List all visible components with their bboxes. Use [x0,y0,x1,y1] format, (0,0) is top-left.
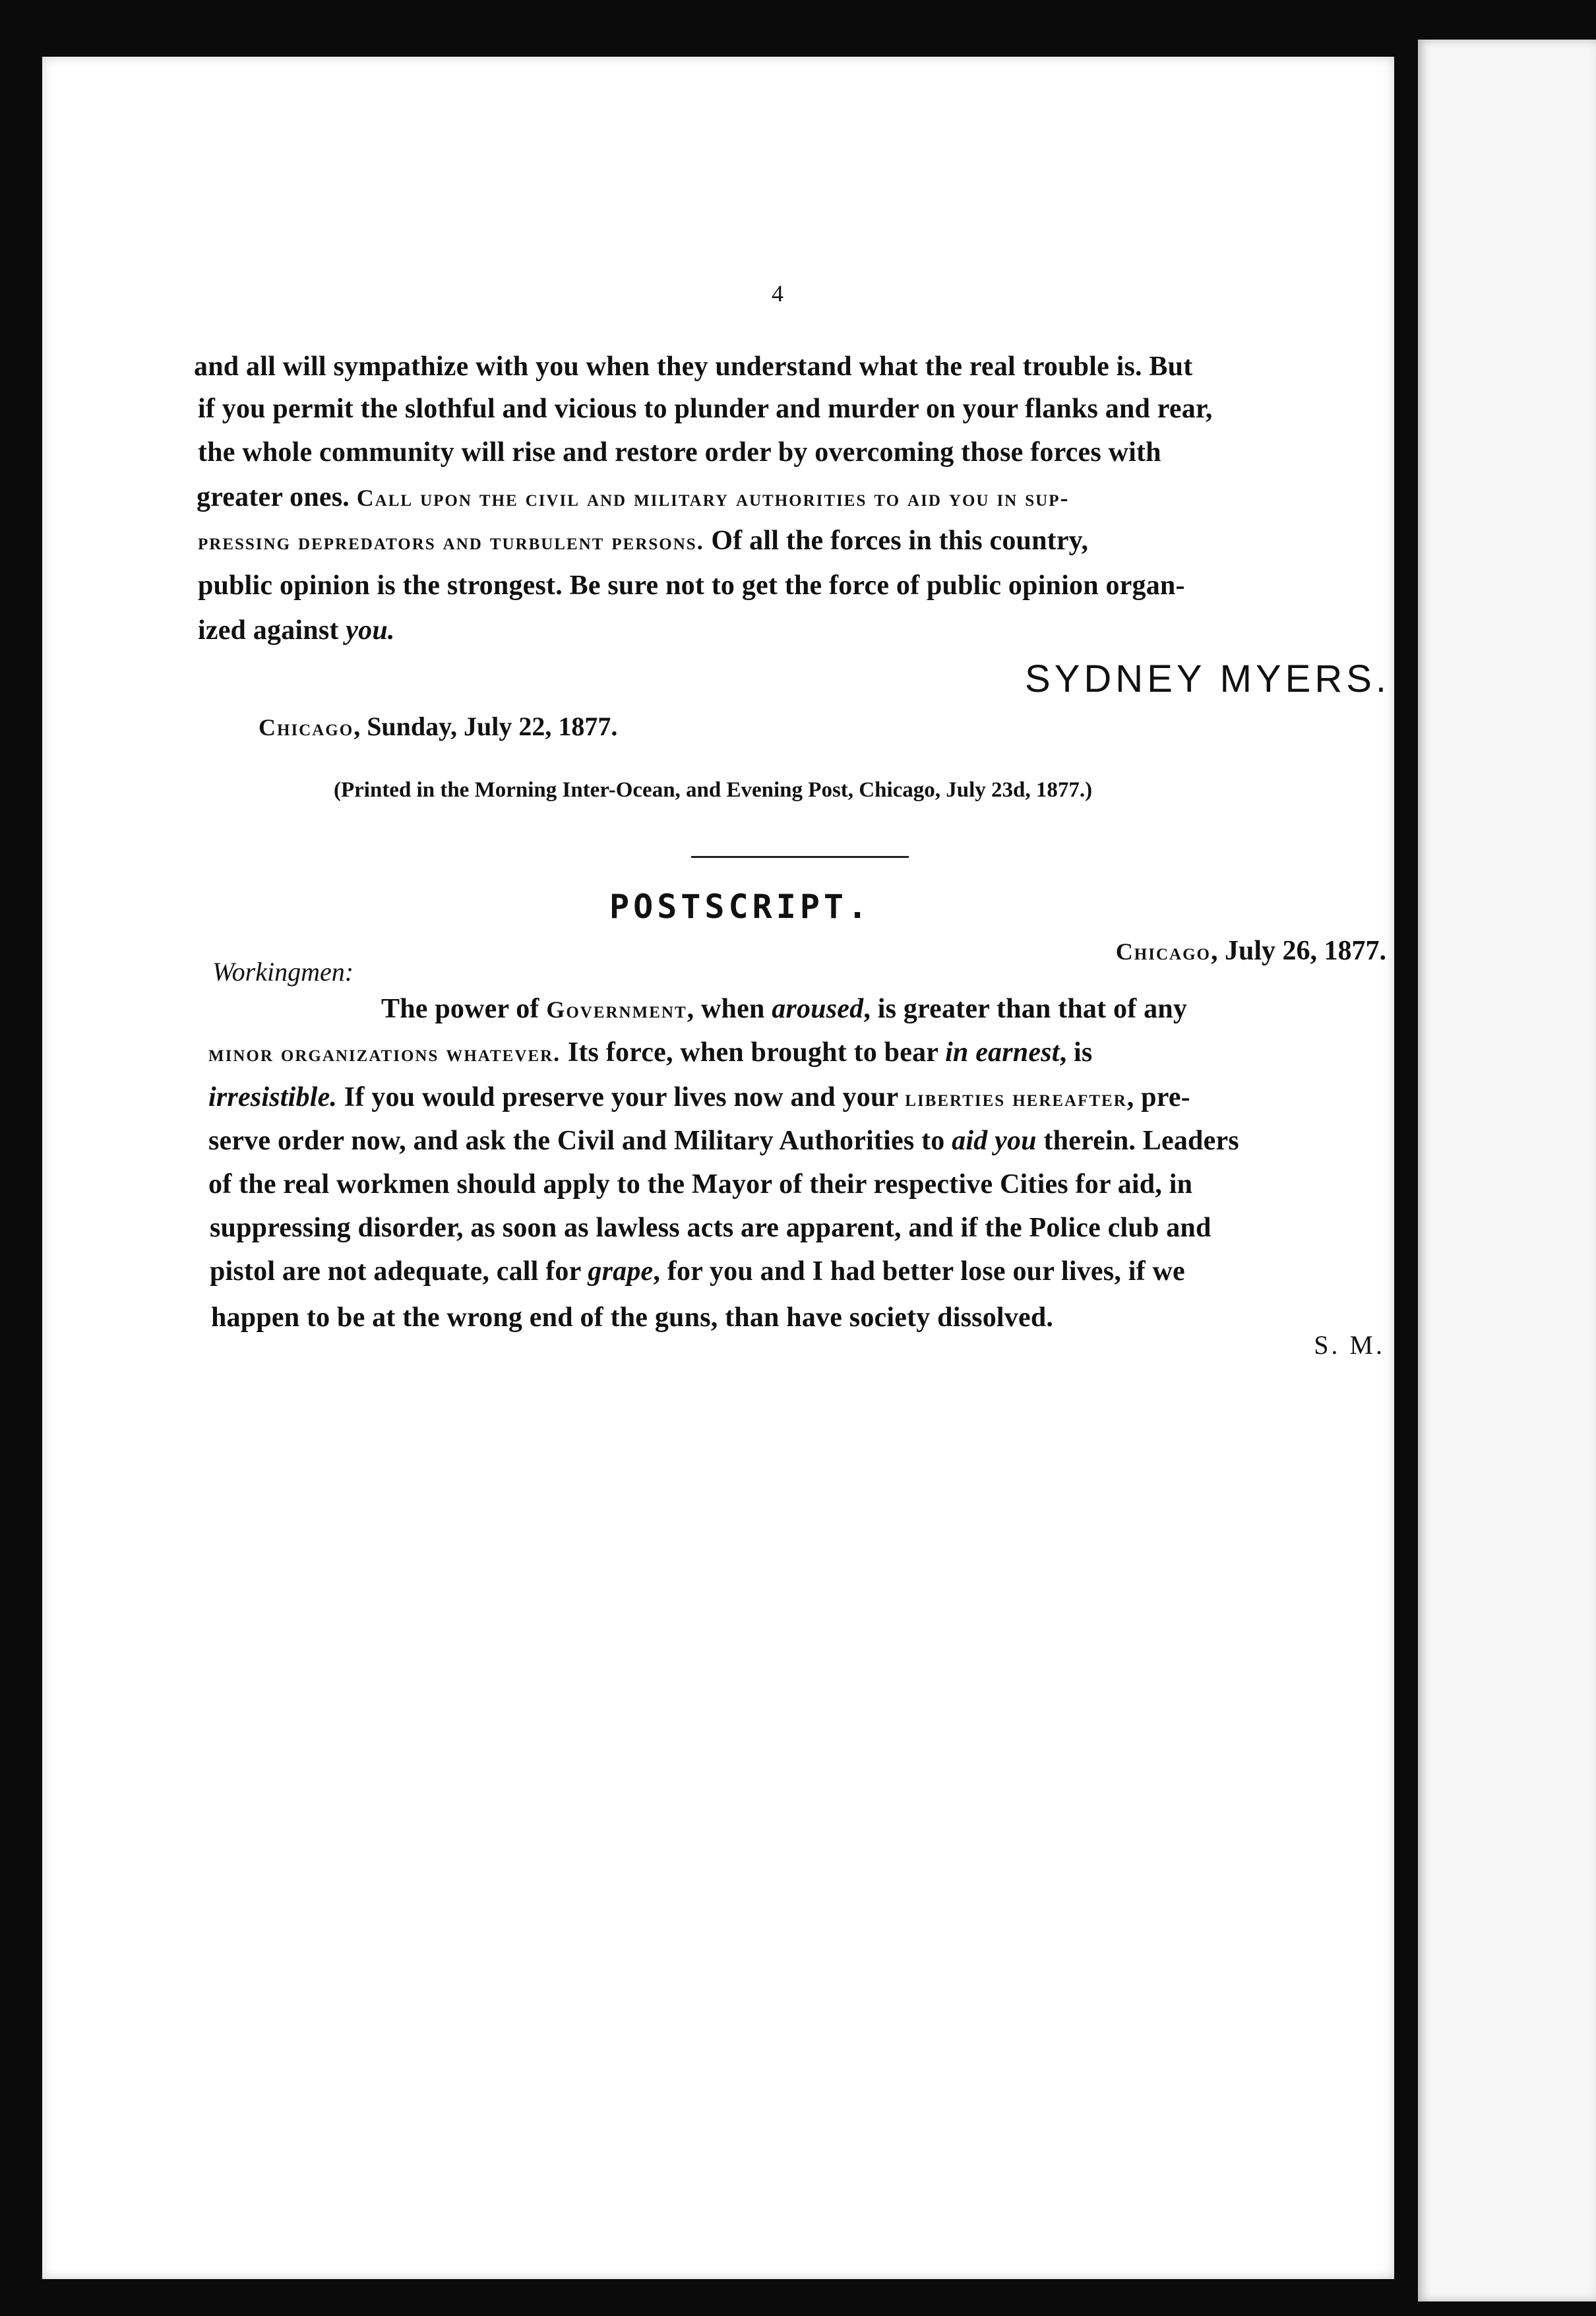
ps-line-2-a: Its force, when brought to bear [561,1037,946,1068]
ps-line-4-a: serve order now, and ask the Civil and Military Authorities to [208,1126,952,1156]
letter-line-4-caps: Call upon the civil and military authorities to aid you in sup- [356,485,1070,511]
letter-line-5-end: Of all the forces in this country, [711,526,1089,556]
ps-line-2 [208,1037,1092,1068]
ps-line-2-b: , is [1059,1037,1093,1068]
letter-line-2: if you permit the slothful and vicious to plunder and murder on your flanks and rear, [198,394,1213,424]
postscript-heading: POSTSCRIPT. [609,888,872,926]
letter-line-5 [198,525,1088,557]
ps-line-6: suppressing disorder, as soon as lawless acts are apparent, and if the Police club and [210,1213,1212,1243]
ps-line-1-c: , is greater than that of any [863,994,1188,1024]
ps-line-4 [208,1125,1239,1157]
letter-line-7-start: ized against [198,615,339,646]
letter-line-1: and all will sympathize with you when they understand what the real trouble is. But [194,351,1193,382]
postscript-date-text: , July 26, 1877. [1210,936,1386,966]
ps-line-1-b: , when [687,994,772,1024]
page-number: 4 [772,280,783,307]
ps-line-7-a: pistol are not adequate, call for [210,1256,588,1287]
ps-line-2-caps: minor organizations whatever. [208,1040,561,1066]
ps-line-7-italic: grape [588,1256,654,1287]
document-page [42,57,1394,2279]
ps-line-3-caps: liberties hereafter [905,1085,1127,1111]
ps-line-3-italic: irresistible. [208,1082,338,1112]
ps-line-1 [381,993,1187,1025]
publication-note: (Printed in the Morning Inter-Ocean, and Evening Post, Chicago, July 23d, 1877.) [334,778,1093,802]
ps-line-8: happen to be at the wrong end of the guns, than have society dissolved. [211,1302,1054,1333]
dateline [259,711,617,742]
letter-line-4 [197,481,1069,513]
adjacent-page-edge [1418,40,1596,2301]
dateline-city: Chicago [259,714,354,741]
letter-line-7-italic: you. [346,615,395,646]
ps-line-5: of the real workmen should apply to the Mayor of their respective Cities for aid, in [208,1169,1193,1200]
ps-line-3-a: If you would preserve your lives now and your [337,1082,905,1112]
ps-line-7 [210,1256,1185,1287]
letter-line-6: public opinion is the strongest. Be sure not to get the force of public opinion organ- [198,570,1185,601]
letter-line-5-caps: pressing depredators and turbulent persons. [198,528,704,555]
letter-line-4-start: greater ones. [197,482,350,512]
ps-line-1-italic: aroused [772,994,864,1024]
section-divider [691,856,909,858]
ps-line-3-b: , pre- [1126,1082,1190,1112]
signature: SYDNEY MYERS. [1025,657,1390,700]
ps-line-7-b: , for you and I had better lose our lives, if we [653,1256,1185,1287]
dateline-text: , Sunday, July 22, 1877. [353,712,618,741]
letter-line-3: the whole community will rise and restore order by overcoming those forces with [198,437,1161,468]
ps-line-3 [208,1082,1190,1113]
postscript-date-city: Chicago [1115,938,1211,965]
postscript-date [1116,935,1386,967]
letter-line-7 [198,615,395,646]
ps-line-4-italic: aid you [952,1126,1037,1156]
ps-line-1-caps: Government [546,996,687,1023]
ps-line-1-a: The power of [381,994,547,1024]
postscript-initials: S. M. [1314,1330,1385,1360]
ps-line-4-b: therein. Leaders [1036,1126,1239,1156]
postscript-salutation: Workingmen: [212,957,354,987]
ps-line-2-italic: in earnest [945,1037,1060,1068]
